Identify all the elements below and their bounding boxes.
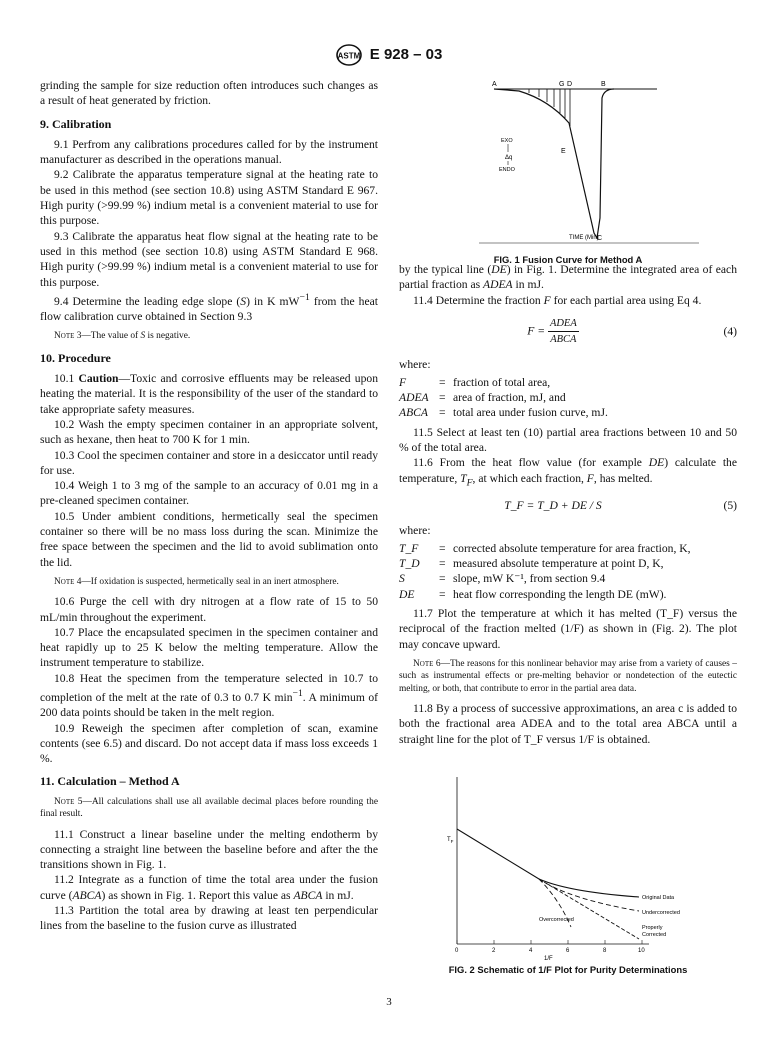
- para-10-9: 10.9 Reweigh the specimen after completion of scan, examine contents (see 6.5) and discard. Do not accept data if mass loss exceeds 1 %.: [40, 721, 378, 766]
- para-11-1: 11.1 Construct a linear baseline under the melting endotherm by connecting a straight line between the baseline before and after the the transitions shown in Fig. 1.: [40, 827, 378, 872]
- para-9-4: 9.4 Determine the leading edge slope (S) in K $mW^{-1}$ from the heat flow calibration curve obtained in Section 9.3: [40, 291, 378, 324]
- y-axis-sub: F: [450, 838, 454, 844]
- label-original: Original Data: [642, 894, 675, 901]
- para-10-3: 10.3 Cool the specimen container and store in a desiccator until ready for use.: [40, 448, 378, 477]
- astm-logo-icon: [336, 44, 362, 66]
- y-axis-label: $T_F$: [447, 836, 454, 844]
- para-11-3: 11.3 Partition the total area by drawing at least ten perpendicular lines from the baseline to the fusion curve as illustrated: [40, 904, 378, 933]
- label-exo: EXO: [501, 138, 513, 144]
- svg-text:ASTM: ASTM: [337, 51, 360, 61]
- section-9-title: 9. Calibration: [40, 116, 112, 131]
- xtick-0: 0: [455, 947, 459, 954]
- xtick-10: 10: [638, 947, 645, 954]
- equation-4: F = $\frac{\text{ADEA}}{\text{ABCA}}$ (4): [527, 317, 737, 346]
- x-ticks: [457, 940, 642, 944]
- purity-plot-diagram: [399, 769, 737, 962]
- para-11-7: 11.7 Plot the temperature at which it has melted (T_F) versus the reciprocal of the fraction melted (1/F) as shown in (Fig. 2). The plot may concave upward.: [399, 606, 737, 651]
- label-overcorrected: Overcorrected: [539, 916, 574, 923]
- para-10-8: 10.8 Heat the specimen from the temperature selected in 10.7 to completion of the melt at the rate of 0.3 to 0.7 K $\min^{-1}$. A minimum of 200 data points should be taken in the melt region.: [40, 671, 379, 720]
- para-11-4: 11.4 Determine the fraction F for each partial area using Eq 4.: [413, 293, 702, 307]
- para-11-5: 11.5 Select at least ten (10) partial area fractions between 10 and 50 % of the total area.: [399, 425, 737, 454]
- designation: E 928 – 03: [369, 45, 443, 63]
- where-2: where:: [399, 524, 431, 538]
- para-10-6: 10.6 Purge the cell with dry nitrogen at a flow rate of 15 to 50 mL/min throughout the experiment.: [40, 595, 378, 624]
- left-column: [40, 78, 378, 934]
- para-11-8: 11.8 By a process of successive approximations, an area c is added to both the fractional area ADEA and to the total area ABCA until a straight line for the plot of T_F versus 1/F is obtained.: [399, 702, 737, 746]
- xtick-6: 6: [566, 947, 570, 954]
- note-5: Note 5—All calculations shall use all available decimal places before rounding the final result.: [40, 796, 378, 820]
- para-11-3-cont: by the typical line (DE) in Fig. 1. Determine the integrated area of each partial fraction as ADEA in mJ.: [399, 263, 737, 292]
- curve-original: [457, 829, 639, 897]
- label-g: G: [559, 81, 565, 88]
- page-number: 3: [386, 996, 392, 1008]
- para-11-6: 11.6 From the heat flow value (for example DE) calculate the temperature, $T_F$, at which each fraction, F, has melted.: [399, 456, 738, 488]
- xtick-8: 8: [603, 947, 607, 954]
- page-header: [0, 44, 778, 66]
- label-dq: Δq: [505, 155, 513, 161]
- para-9-3: 9.3 Calibrate the apparatus heat flow signal at the heating rate to be used in this method (see section 10.8) using ASTM Standard E 968. High purity (>99.99 %) indium metal is a convenient material to use for this purpose.: [40, 229, 378, 289]
- fusion-curve: [494, 89, 614, 238]
- label-e: E: [561, 148, 566, 155]
- label-undercorrected: Undercorrected: [642, 909, 680, 916]
- equation-5: T_F = T_D + DE / S (5): [504, 499, 737, 513]
- label-c: C: [597, 235, 603, 242]
- xtick-2: 2: [492, 947, 496, 954]
- para-10-4: 10.4 Weigh 1 to 3 mg of the sample to an accuracy of 0.01 mg in a pre-cleaned specimen container.: [40, 479, 378, 508]
- para-11-2: 11.2 Integrate as a function of time the total area under the fusion curve (ABCA) as shown in Fig. 1. Report this value as ABCA in mJ.: [40, 873, 378, 902]
- label-d: D: [567, 81, 573, 88]
- label-b: B: [601, 81, 606, 88]
- note-4: Note 4—If oxidation is suspected, hermetically seal in an inert atmosphere.: [54, 576, 339, 587]
- section-10-title: 10. Procedure: [40, 350, 111, 365]
- label-time: TIME (Min): [569, 235, 599, 241]
- note-3: Note 3—The value of S is negative.: [54, 331, 191, 342]
- para-10-7: 10.7 Place the encapsulated specimen in the specimen container and heat rapidly up to 25 K below the melting temperature. Allow the instrument temperature to stabilize.: [40, 625, 378, 670]
- x-axis-label: 1/F: [544, 955, 553, 962]
- label-a: A: [492, 81, 497, 88]
- xtick-4: 4: [529, 947, 533, 954]
- fusion-curve-diagram: [399, 78, 737, 248]
- label-properly: Properly: [642, 924, 663, 931]
- para-10-1: 10.1 Caution—Toxic and corrosive effluents may be released upon heating the material. It is the responsibility of the user of the standard to take appropriate safety measures.: [40, 372, 378, 416]
- fig2-caption: FIG. 2 Schematic of 1/F Plot for Purity Determinations: [448, 964, 688, 976]
- label-endo: ENDO: [499, 167, 515, 173]
- definitions-2: T_F = corrected absolute temperature for area fraction, K, T_D = measured absolute temperature at point D, K, S = slope, mW K⁻¹, from section 9.4 DE = heat flow corresponding the length DE (mW).: [399, 541, 691, 601]
- para-10-5: 10.5 Under ambient conditions, hermetically seal the specimen container so there will be no mass loss during the scan. Minimize the free space between the specimen and the lid to avoid sublimation onto the lid.: [40, 509, 378, 569]
- definitions-1: F = fraction of total area, ADEA = area of fraction, mJ, and ABCA = total area under fusion curve, mJ.: [399, 375, 608, 420]
- intro-paragraph: grinding the sample for size reduction often introduces such changes as a result of heat generated by friction.: [40, 79, 378, 108]
- figure-1: [399, 78, 737, 266]
- curve-corrected: [539, 879, 639, 939]
- label-corrected: Corrected: [642, 931, 667, 938]
- para-9-1: 9.1 Perfrom any calibrations procedures called for by the instrument manufacturer as described in the operations manual.: [40, 137, 378, 167]
- para-10-2: 10.2 Wash the empty specimen container in an appropriate solvent, such as hexane, then heat to 700 K for 1 min.: [40, 417, 378, 447]
- right-column: [399, 78, 737, 978]
- figure-2: [399, 769, 737, 978]
- where-1: where:: [399, 358, 431, 372]
- note-6: Note 6—The reasons for this nonlinear behavior may arise from a variety of causes –such as instrumental effects or pre-melting behavior or nondetection of the eutectic melting, or both, that contribute to error in the partial area data.: [399, 658, 737, 694]
- para-9-2: 9.2 Calibrate the apparatus temperature signal at the heating rate to be used in this method (see section 10.8) using ASTM Standard E 967. High purity (>99.99 %) indium metal is a convenient material to use for this purpose.: [40, 168, 378, 228]
- fig1-caption: FIG. 1 Fusion Curve for Method A: [493, 254, 643, 266]
- section-11-title: 11. Calculation – Method A: [40, 774, 180, 789]
